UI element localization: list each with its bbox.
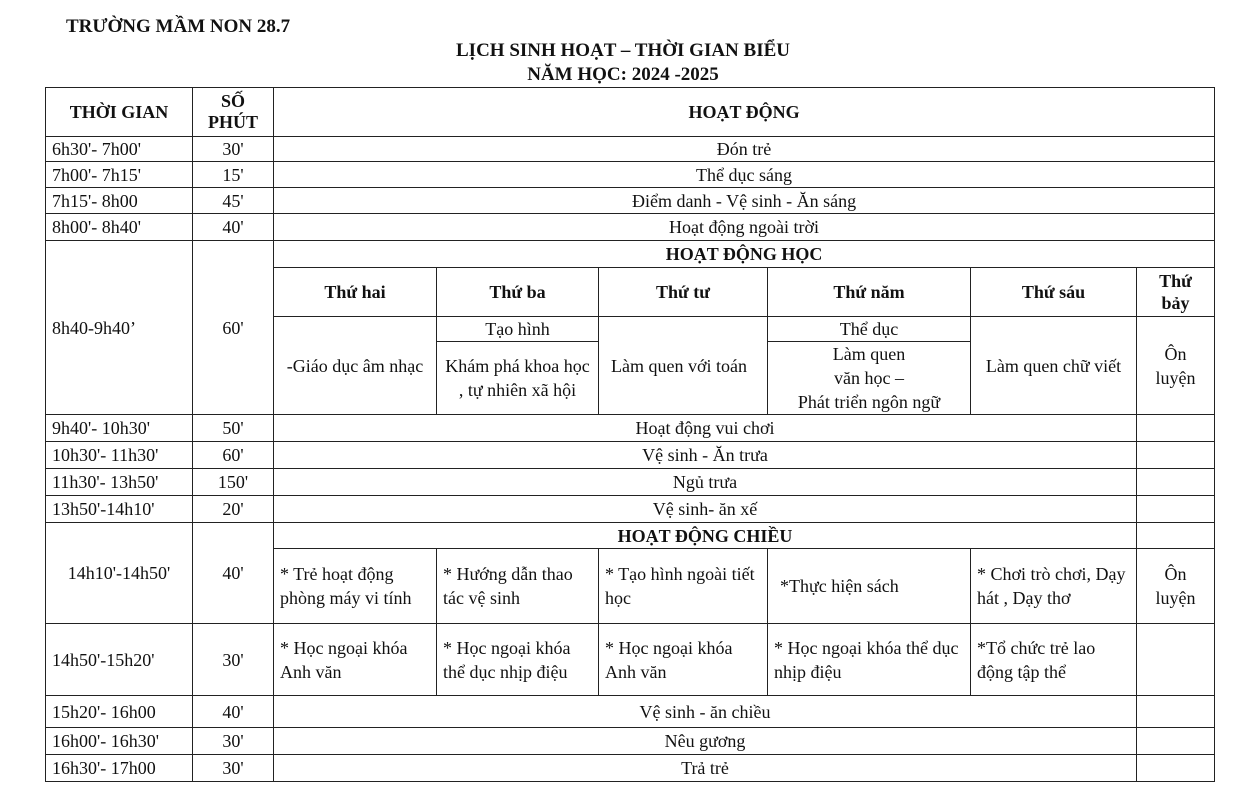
afternoon-saturday: Ôn luyện [1137, 549, 1215, 624]
minutes-cell: 30' [193, 755, 274, 782]
empty-cell [1137, 523, 1215, 549]
minutes-cell: 150' [193, 469, 274, 496]
activity-cell: Điểm danh - Vệ sinh - Ăn sáng [274, 188, 1215, 214]
time-cell: 7h15'- 8h00 [46, 188, 193, 214]
minutes-cell: 40' [193, 523, 274, 624]
study-wednesday: Làm quen với toán [599, 317, 768, 415]
time-cell: 15h20'- 16h00 [46, 696, 193, 728]
empty-cell [1137, 496, 1215, 523]
time-cell: 8h00'- 8h40' [46, 214, 193, 241]
activity-cell: Đón trẻ [274, 137, 1215, 162]
day-saturday: Thứ bảy [1137, 268, 1215, 317]
header-activity: HOẠT ĐỘNG [274, 88, 1215, 137]
afternoon-heading-row [46, 523, 1215, 549]
study-thursday-b: Làm quen văn học – Phát triển ngôn ngữ [768, 342, 971, 415]
empty-cell [1137, 442, 1215, 469]
time-cell: 8h40-9h40’ [46, 241, 193, 415]
activity-cell: Ngủ trưa [274, 469, 1137, 496]
study-heading-row [46, 241, 1215, 268]
table-row [46, 755, 1215, 782]
study-tuesday-b: Khám phá khoa học , tự nhiên xã hội [437, 342, 599, 415]
table-row [46, 162, 1215, 188]
study-tuesday-a: Tạo hình [437, 317, 599, 342]
minutes-cell: 50' [193, 415, 274, 442]
time-cell: 14h10'-14h50' [46, 523, 193, 624]
time-cell: 13h50'-14h10' [46, 496, 193, 523]
minutes-cell: 30' [193, 137, 274, 162]
schedule-table [45, 87, 1215, 782]
minutes-cell: 30' [193, 728, 274, 755]
day-wednesday: Thứ tư [599, 268, 768, 317]
day-thursday: Thứ năm [768, 268, 971, 317]
empty-cell [1137, 755, 1215, 782]
afternoon-tuesday: * Học ngoại khóa thể dục nhịp điệu [437, 624, 599, 696]
minutes-cell: 60' [193, 241, 274, 415]
time-cell: 9h40'- 10h30' [46, 415, 193, 442]
time-cell: 7h00'- 7h15' [46, 162, 193, 188]
afternoon-monday: * Trẻ hoạt động phòng máy vi tính [274, 549, 437, 624]
study-friday: Làm quen chữ viết [971, 317, 1137, 415]
table-row [46, 469, 1215, 496]
afternoon-thursday: * Học ngoại khóa thể dục nhịp điệu [768, 624, 971, 696]
table-row [46, 188, 1215, 214]
afternoon-heading: HOẠT ĐỘNG CHIỀU [274, 523, 1137, 549]
header-time: THỜI GIAN [46, 88, 193, 137]
activity-cell: Vệ sinh- ăn xế [274, 496, 1137, 523]
table-row [46, 415, 1215, 442]
header-minutes: SỐ PHÚT [193, 88, 274, 137]
table-row [46, 728, 1215, 755]
study-thursday-a: Thể dục [768, 317, 971, 342]
minutes-cell: 15' [193, 162, 274, 188]
afternoon-row [46, 624, 1215, 696]
empty-cell [1137, 624, 1215, 696]
time-cell: 16h30'- 17h00 [46, 755, 193, 782]
table-row [46, 137, 1215, 162]
minutes-cell: 30' [193, 624, 274, 696]
schedule-title: LỊCH SINH HOẠT – THỜI GIAN BIỂU [456, 40, 790, 61]
afternoon-thursday: *Thực hiện sách [768, 549, 971, 624]
table-row [46, 214, 1215, 241]
activity-cell: Thể dục sáng [274, 162, 1215, 188]
afternoon-wednesday: * Học ngoại khóa Anh văn [599, 624, 768, 696]
school-year: NĂM HỌC: 2024 -2025 [527, 64, 719, 85]
activity-cell: Hoạt động vui chơi [274, 415, 1137, 442]
study-monday: -Giáo dục âm nhạc [274, 317, 437, 415]
afternoon-monday: * Học ngoại khóa Anh văn [274, 624, 437, 696]
time-cell: 16h00'- 16h30' [46, 728, 193, 755]
time-cell: 6h30'- 7h00' [46, 137, 193, 162]
table-row [46, 696, 1215, 728]
empty-cell [1137, 696, 1215, 728]
afternoon-friday: * Chơi trò chơi, Dạy hát , Dạy thơ [971, 549, 1137, 624]
minutes-cell: 20' [193, 496, 274, 523]
afternoon-tuesday: * Hướng dẫn thao tác vệ sinh [437, 549, 599, 624]
time-cell: 14h50'-15h20' [46, 624, 193, 696]
activity-cell: Hoạt động ngoài trời [274, 214, 1215, 241]
school-name: TRƯỜNG MẦM NON 28.7 [66, 16, 291, 37]
table-row [46, 496, 1215, 523]
empty-cell [1137, 469, 1215, 496]
activity-cell: Vệ sinh - Ăn trưa [274, 442, 1137, 469]
empty-cell [1137, 728, 1215, 755]
minutes-cell: 60' [193, 442, 274, 469]
activity-cell: Trả trẻ [274, 755, 1137, 782]
day-tuesday: Thứ ba [437, 268, 599, 317]
afternoon-friday: *Tổ chức trẻ lao động tập thể [971, 624, 1137, 696]
minutes-cell: 45' [193, 188, 274, 214]
minutes-cell: 40' [193, 696, 274, 728]
table-row [46, 442, 1215, 469]
minutes-cell: 40' [193, 214, 274, 241]
time-cell: 10h30'- 11h30' [46, 442, 193, 469]
study-heading: HOẠT ĐỘNG HỌC [274, 241, 1215, 268]
empty-cell [1137, 415, 1215, 442]
day-monday: Thứ hai [274, 268, 437, 317]
activity-cell: Vệ sinh - ăn chiều [274, 696, 1137, 728]
day-friday: Thứ sáu [971, 268, 1137, 317]
activity-cell: Nêu gương [274, 728, 1137, 755]
afternoon-wednesday: * Tạo hình ngoài tiết học [599, 549, 768, 624]
time-cell: 11h30'- 13h50' [46, 469, 193, 496]
study-saturday: Ôn luyện [1137, 317, 1215, 415]
header-row [46, 88, 1215, 137]
